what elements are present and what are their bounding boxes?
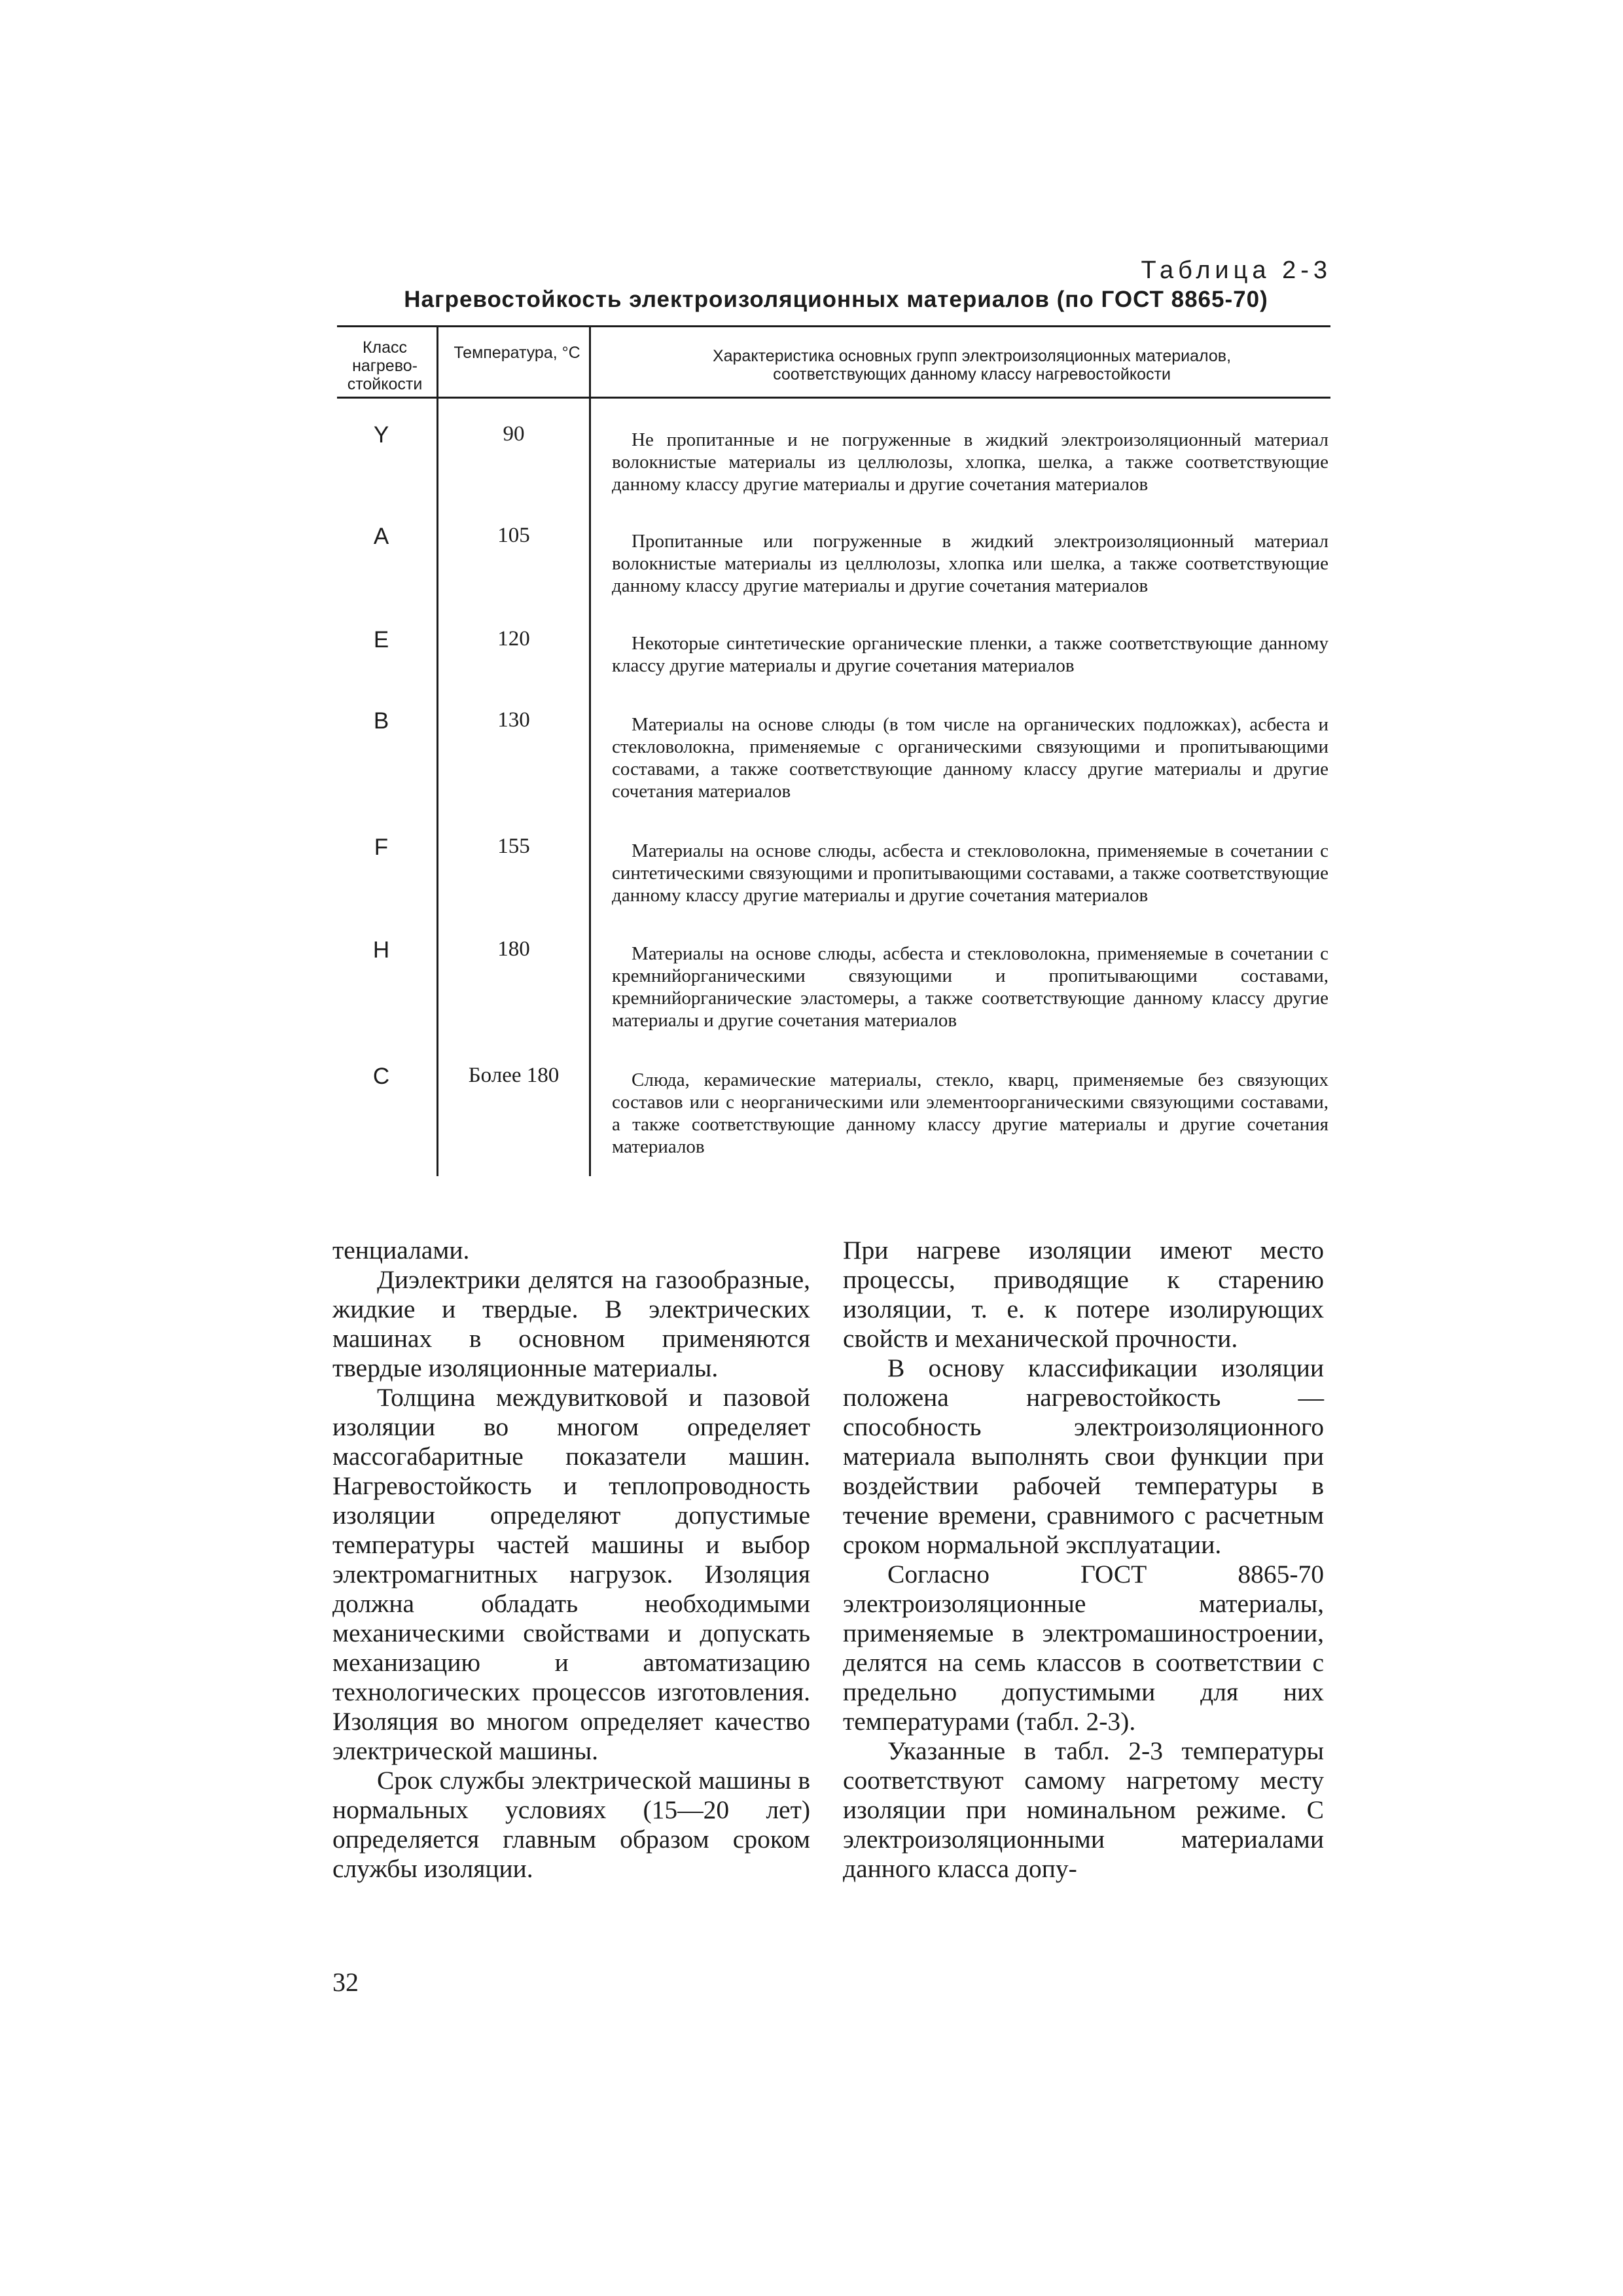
row-temperature: 130: [497, 708, 530, 732]
table-header-rule: [337, 397, 1330, 399]
row-class: E: [373, 627, 389, 653]
row-description: Материалы на основе слюды (в том числе на органических подложках), асбеста и стекловолокна, применяемые с органическими связующими и пропитывающими составами, а также соответствующие данному классу другие материалы и другие сочетания материалов: [612, 714, 1329, 802]
row-class: B: [373, 708, 389, 734]
row-temperature: 155: [497, 834, 530, 858]
row-temperature: 90: [503, 422, 525, 446]
table-col-divider-2: [589, 325, 591, 1176]
row-class: A: [373, 524, 389, 549]
header-characteristic: Характеристика основных групп электроизоляционных материалов, соответствующих данному классу нагревостойкости: [712, 347, 1232, 384]
header-class: Класс нагрево-стойкости: [347, 338, 423, 393]
paragraph: тенциалами.: [332, 1236, 470, 1265]
row-temperature: 120: [497, 627, 530, 651]
row-description: Пропитанные или погруженные в жидкий электроизоляционный материал волокнистые материалы из целлюлозы, хлопка или шелка, а также соответствующие данному классу другие материалы и другие сочетания материалов: [612, 531, 1329, 596]
row-description: Материалы на основе слюды, асбеста и стекловолокна, применяемые в сочетании с кремнийорганическими связующими и пропитывающими составами, кремнийорганические эластомеры, а также соответствующие данному классу другие материалы и другие сочетания материалов: [612, 943, 1329, 1031]
paragraph: Указанные в табл. 2-3 температуры соответствуют самому нагретому месту изоляции при номинальном режиме. С электроизоляционными материалами данного класса допу-: [843, 1736, 1324, 1883]
paragraph: Диэлектрики делятся на газообразные, жидкие и твердые. В электрических машинах в основном применяются твердые изоляционные материалы.: [332, 1265, 810, 1382]
row-temperature: 105: [497, 524, 530, 547]
row-temperature: Более 180: [468, 1064, 560, 1087]
row-class: Y: [373, 422, 389, 448]
paragraph: При нагреве изоляции имеют место процессы, приводящие к старению изоляции, т. е. к потере изолирующих свойств и механической прочности.: [843, 1236, 1324, 1353]
paragraph: В основу классификации изоляции положена нагревостойкость — способность электроизоляционного материала выполнять свои функции при воздействии рабочей температуры в течение времени, сравнимого с расчетным сроком нормальной эксплуатации.: [843, 1354, 1324, 1559]
table-caption: Таблица 2-3: [1141, 257, 1332, 284]
page-number: 32: [332, 1967, 359, 1997]
table-top-rule: [337, 325, 1330, 327]
row-class: H: [372, 937, 390, 963]
row-description: Не пропитанные и не погруженные в жидкий электроизоляционный материал волокнистые материалы из целлюлозы, хлопка, шелка, а также соответствующие данному классу другие материалы и другие сочетания материалов: [612, 429, 1329, 495]
paragraph: Срок службы электрической машины в нормальных условиях (15—20 лет) определяется главным образом сроком службы изоляции.: [332, 1766, 810, 1883]
row-class: C: [372, 1064, 390, 1089]
paragraph: Согласно ГОСТ 8865-70 электроизоляционные материалы, применяемые в электромашиностроении, делятся на семь классов в соответствии с предельно допустимыми для них температурами (табл. 2-3).: [843, 1560, 1324, 1736]
row-description: Некоторые синтетические органические пленки, а также соответствующие данному классу другие материалы и другие сочетания материалов: [612, 633, 1329, 676]
row-description: Материалы на основе слюды, асбеста и стекловолокна, применяемые в сочетании с синтетическими связующими и пропитывающими составами, а также соответствующие данному классу другие материалы и другие сочетания материалов: [612, 840, 1329, 906]
header-temperature: Температура, °С: [454, 344, 580, 362]
row-description: Слюда, керамические материалы, стекло, кварц, применяемые без связующих составов или с неорганическими или элементоорганическими связующими составами, а также соответствующие данному классу другие материалы и другие сочетания материалов: [612, 1069, 1329, 1157]
table-title: Нагревостойкость электроизоляционных материалов (по ГОСТ 8865-70): [404, 287, 1268, 312]
row-temperature: 180: [497, 937, 530, 961]
paragraph: Толщина междувитковой и пазовой изоляции во многом определяет массогабаритные показатели машин. Нагревостойкость и теплопроводность изоляции определяют допустимые температуры частей машины и выбор электромагнитных нагрузок. Изоляция должна обладать необходимыми механическими свойствами и допускать механизацию и автоматизацию технологических процессов изготовления. Изоляция во многом определяет качество электрической машины.: [332, 1383, 810, 1765]
left-column: [332, 1236, 810, 1884]
row-class: F: [374, 834, 389, 860]
right-column: [843, 1236, 1324, 1884]
table-col-divider-1: [437, 325, 438, 1176]
